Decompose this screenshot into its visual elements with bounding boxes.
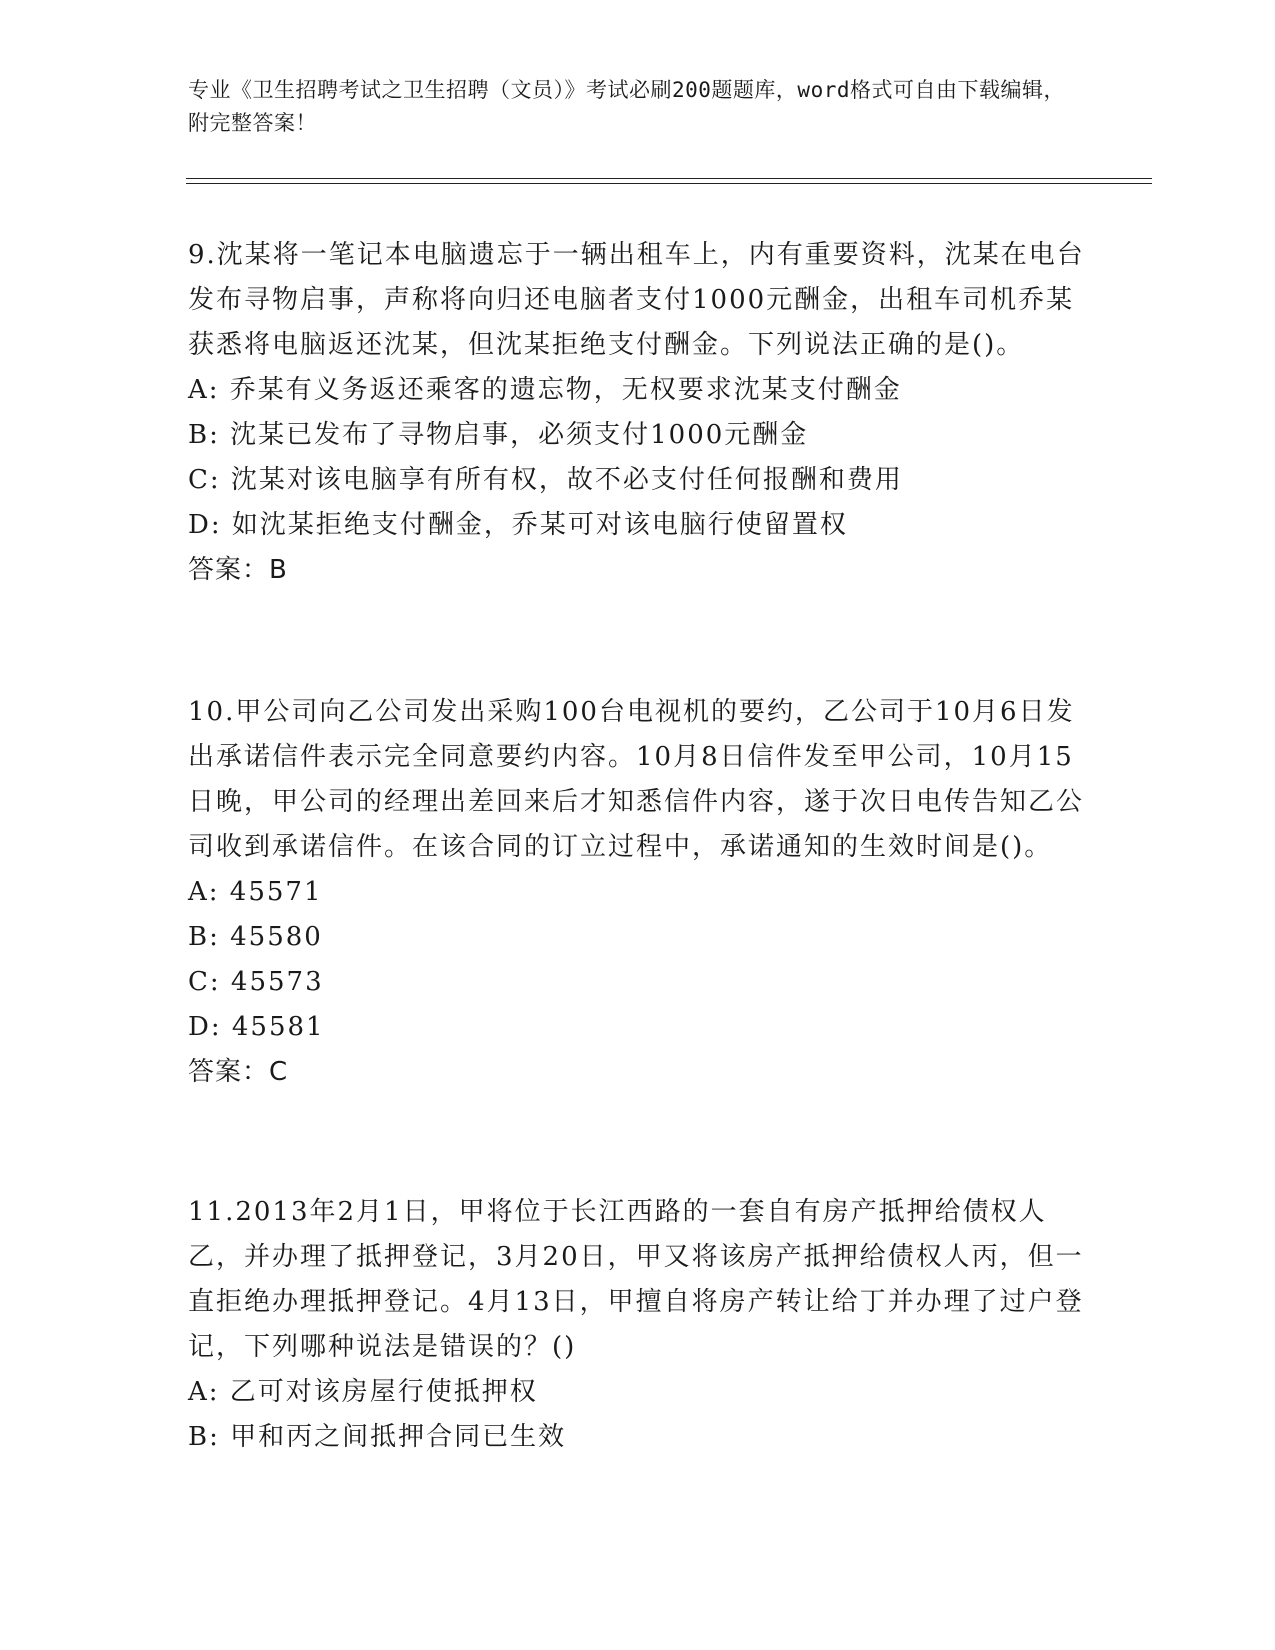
option-b: B: 45580 (188, 922, 323, 952)
question-stem: 10.甲公司向乙公司发出采购100台电视机的要约，乙公司于10月6日发出承诺信件表示完全同意要约内容。10月8日信件发至甲公司，10月15日晚，甲公司的经理出差回来后才知悉信件内容，遂于次日电传告知乙公司收到承诺信件。在该合同的订立过程中，承诺通知的生效时间是()。 (188, 697, 1085, 862)
question-9 (188, 233, 1088, 593)
header-divider-bottom (186, 183, 1152, 184)
option-b: B: 甲和丙之间抵押合同已生效 (188, 1422, 567, 1452)
option-d: D: 如沈某拒绝支付酬金，乔某可对该电脑行使留置权 (188, 510, 848, 540)
question-stem: 11.2013年2月1日，甲将位于长江西路的一套自有房产抵押给债权人乙，并办理了抵押登记，3月20日，甲又将该房产抵押给债权人丙，但一直拒绝办理抵押登记。4月13日，甲擅自将房产转让给丁并办理了过户登记，下列哪种说法是错误的？() (188, 1197, 1084, 1362)
header-divider-top (186, 178, 1152, 179)
document-header: 专业《卫生招聘考试之卫生招聘（文员）》考试必刷200题题库，word格式可自由下载编辑，附完整答案！ (188, 78, 1065, 135)
question-10 (188, 690, 1088, 1095)
answer-line: 答案：B (188, 555, 288, 585)
option-c: C: 沈某对该电脑享有所有权，故不必支付任何报酬和费用 (188, 465, 903, 495)
option-a: A: 乔某有义务返还乘客的遗忘物，无权要求沈某支付酬金 (188, 375, 902, 405)
option-c: C: 45573 (188, 967, 324, 997)
answer-line: 答案：C (188, 1057, 289, 1087)
option-d: D: 45581 (188, 1012, 325, 1042)
question-11 (188, 1190, 1088, 1460)
question-stem: 9.沈某将一笔记本电脑遗忘于一辆出租车上，内有重要资料，沈某在电台发布寻物启事，声称将向归还电脑者支付1000元酬金，出租车司机乔某获悉将电脑返还沈某，但沈某拒绝支付酬金。下列说法正确的是()。 (188, 240, 1085, 360)
option-a: A: 45571 (188, 877, 323, 907)
option-b: B: 沈某已发布了寻物启事，必须支付1000元酬金 (188, 420, 809, 450)
option-a: A: 乙可对该房屋行使抵押权 (188, 1377, 538, 1407)
